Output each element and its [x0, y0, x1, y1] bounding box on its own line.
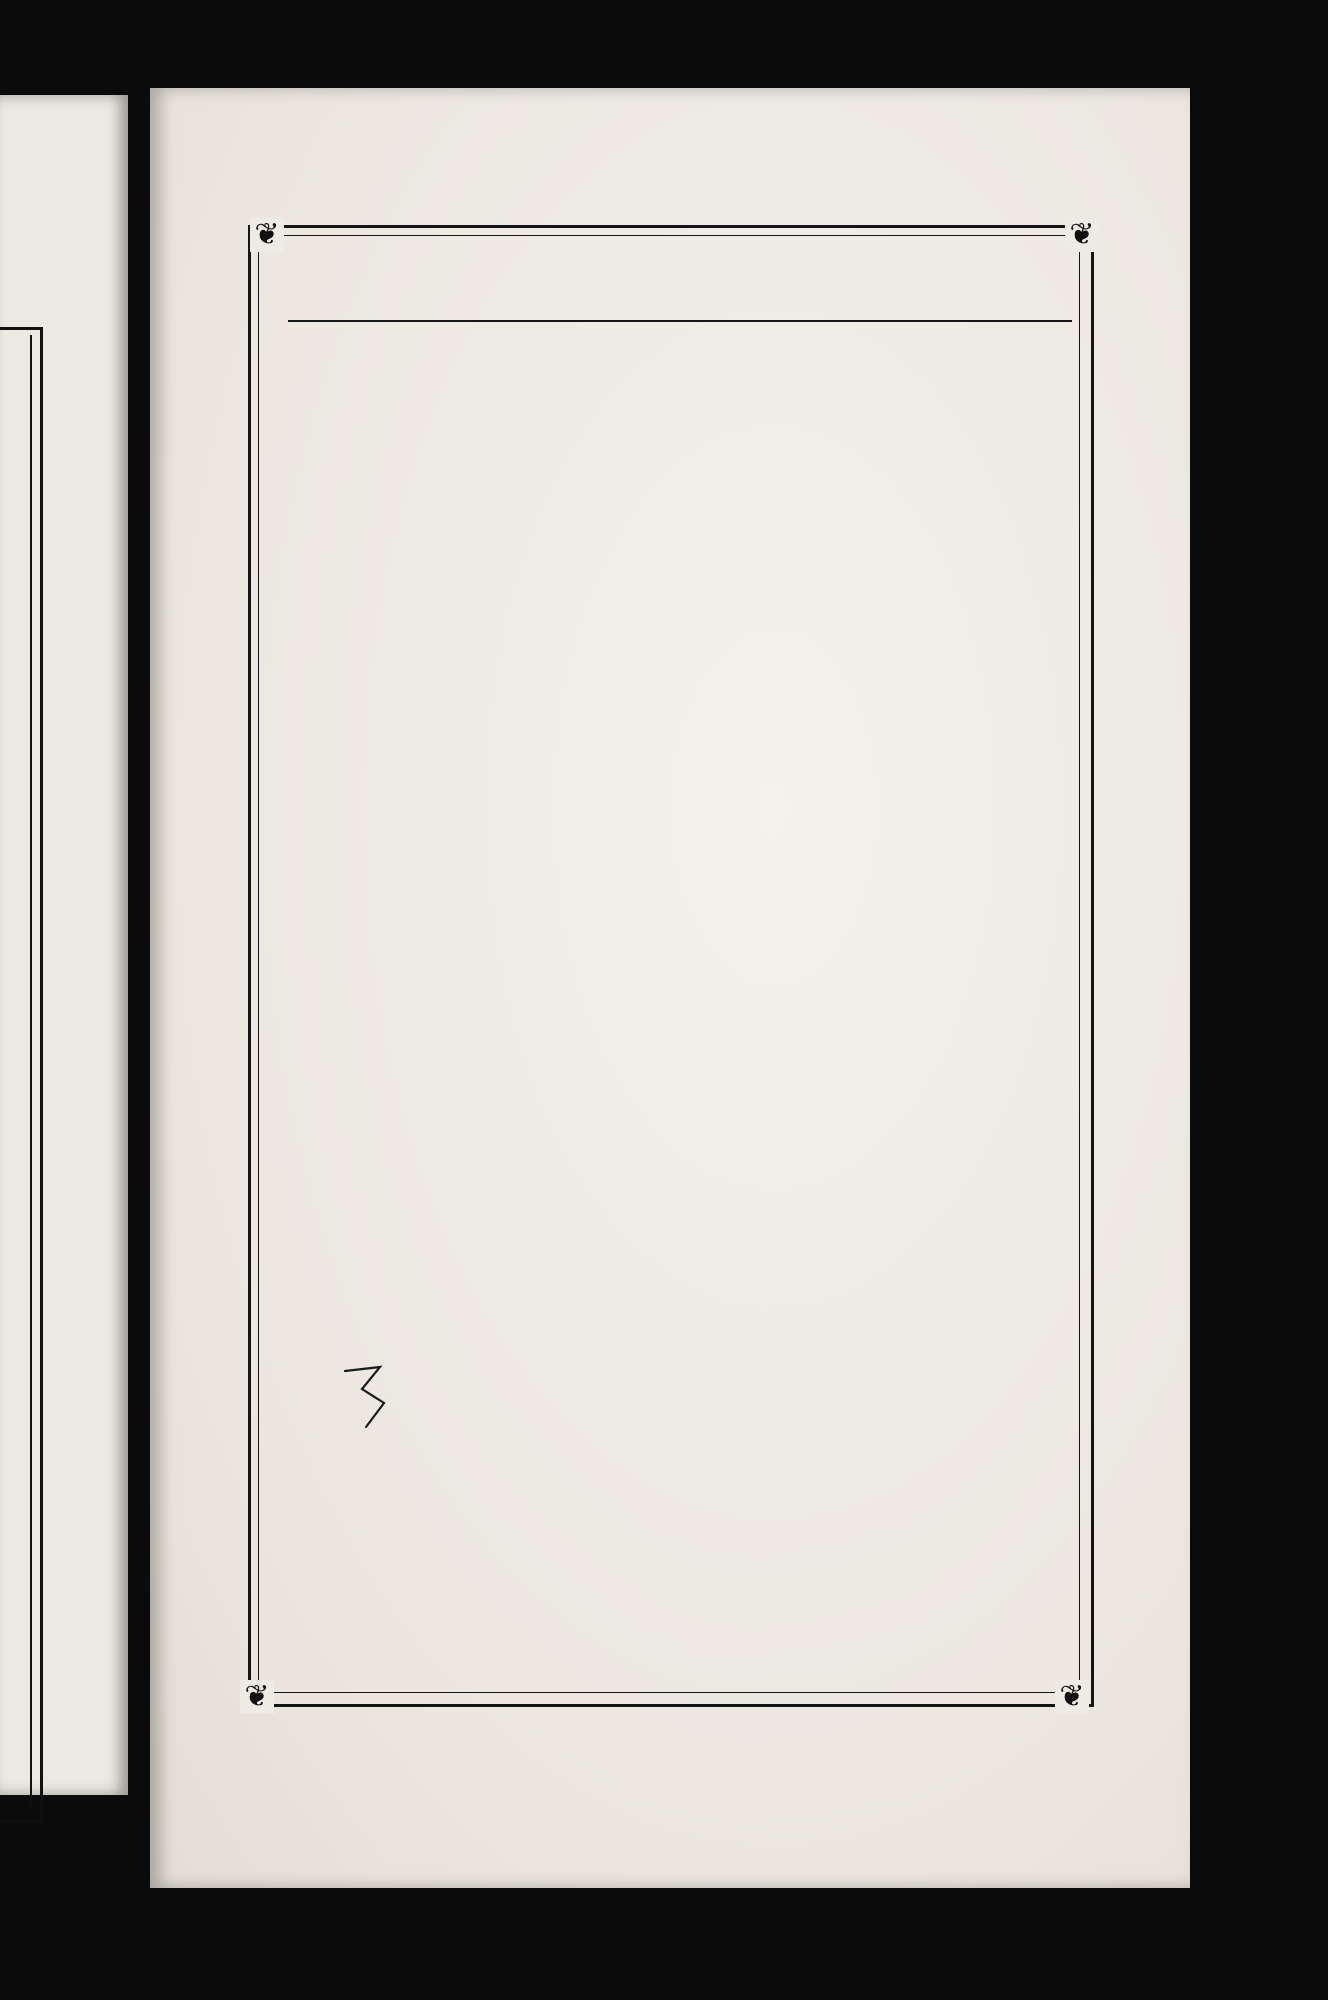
corner-ornament-icon: ❦ [1065, 218, 1099, 252]
page-border-inner [258, 235, 1080, 1693]
facing-page-edge [0, 95, 128, 1795]
corner-ornament-icon: ❦ [250, 218, 284, 252]
facing-page-inner-border [0, 335, 32, 1809]
handwritten-mark-icon [340, 1363, 400, 1433]
corner-ornament-icon: ❦ [240, 1680, 274, 1714]
book-page [150, 88, 1190, 1888]
corner-ornament-icon: ❦ [1055, 1680, 1089, 1714]
header-rule [288, 320, 1072, 322]
